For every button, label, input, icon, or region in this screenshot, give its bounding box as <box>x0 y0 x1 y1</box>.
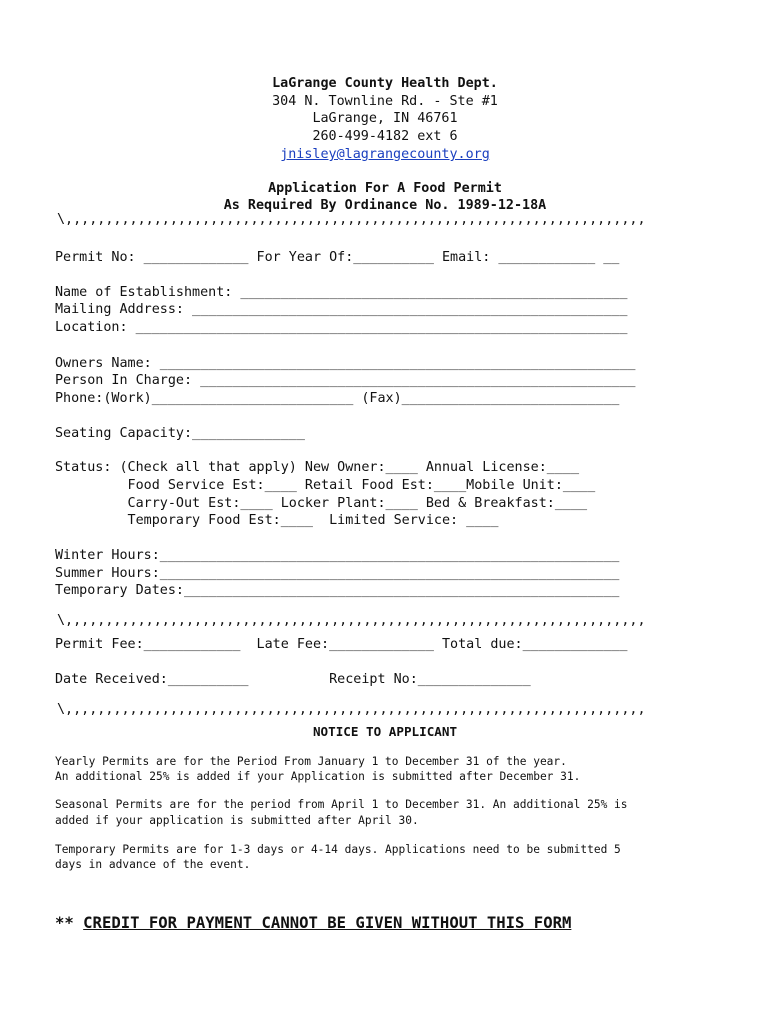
notice-temporary-1: Temporary Permits are for 1-3 days or 4-14 days. Applications need to be submitted 5 <box>55 843 621 856</box>
notice-seasonal-1: Seasonal Permits are for the period from April 1 to December 31. An additional 25% is <box>55 798 628 811</box>
owners-name-field: Owners Name: ___________________________________________________________ <box>55 356 636 371</box>
received-line: Date Received:__________ Receipt No:______________ <box>55 672 531 687</box>
divider-top: \,,,,,,,,,,,,,,,,,,,,,,,,,,,,,,,,,,,,,,,,,,,,,,,,,,,,,,,,,,,,,,,,,,,,,,,, <box>57 212 646 227</box>
credit-warning <box>55 914 571 932</box>
permit-number-line: Permit No: _____________ For Year Of:__________ Email: ____________ __ <box>55 250 620 265</box>
notice-heading: NOTICE TO APPLICANT <box>312 724 458 739</box>
org-city: LaGrange, IN 46761 <box>312 111 458 126</box>
winter-hours-field: Winter Hours:_________________________________________________________ <box>55 548 620 563</box>
establishment-name-field: Name of Establishment: ________________________________________________ <box>55 285 628 300</box>
org-name: LaGrange County Health Dept. <box>272 76 498 91</box>
status-line-2: Food Service Est:____ Retail Food Est:____Mobile Unit:____ <box>55 478 596 493</box>
status-line-1: Status: (Check all that apply) New Owner:____ Annual License:____ <box>55 460 580 475</box>
status-line-4: Temporary Food Est:____ Limited Service: ____ <box>55 513 499 528</box>
credit-warning-text: CREDIT FOR PAYMENT CANNOT BE GIVEN WITHOUT THIS FORM <box>83 914 572 932</box>
status-line-3: Carry-Out Est:____ Locker Plant:____ Bed & Breakfast:____ <box>55 496 588 511</box>
notice-temporary-2: days in advance of the event. <box>55 858 251 871</box>
phone-fax-field: Phone:(Work)_________________________ (Fax)___________________________ <box>55 391 620 406</box>
form-title: Application For A Food Permit <box>268 181 502 196</box>
org-phone: 260-499-4182 ext 6 <box>312 129 458 144</box>
divider-bottom: \,,,,,,,,,,,,,,,,,,,,,,,,,,,,,,,,,,,,,,,,,,,,,,,,,,,,,,,,,,,,,,,,,,,,,,,, <box>57 702 646 717</box>
org-street: 304 N. Townline Rd. - Ste #1 <box>272 94 498 109</box>
notice-yearly-1: Yearly Permits are for the Period From January 1 to December 31 of the year. <box>55 755 567 768</box>
temporary-dates-field: Temporary Dates:______________________________________________________ <box>55 583 620 598</box>
divider-middle: \,,,,,,,,,,,,,,,,,,,,,,,,,,,,,,,,,,,,,,,,,,,,,,,,,,,,,,,,,,,,,,,,,,,,,,,, <box>57 613 646 628</box>
fees-line: Permit Fee:____________ Late Fee:_____________ Total due:_____________ <box>55 637 628 652</box>
org-email-link[interactable]: jnisley@lagrangecounty.org <box>280 147 490 162</box>
notice-seasonal-2: added if your application is submitted after April 30. <box>55 814 419 827</box>
seating-capacity-field: Seating Capacity:______________ <box>55 426 305 441</box>
notice-yearly-2: An additional 25% is added if your Application is submitted after December 31. <box>55 770 581 783</box>
summer-hours-field: Summer Hours:_________________________________________________________ <box>55 566 620 581</box>
mailing-address-field: Mailing Address: ______________________________________________________ <box>55 302 628 317</box>
person-in-charge-field: Person In Charge: ______________________________________________________ <box>55 373 636 388</box>
location-field: Location: _____________________________________________________________ <box>55 320 628 335</box>
form-subtitle: As Required By Ordinance No. 1989-12-18A <box>223 198 547 213</box>
credit-warning-prefix: ** <box>55 914 84 932</box>
